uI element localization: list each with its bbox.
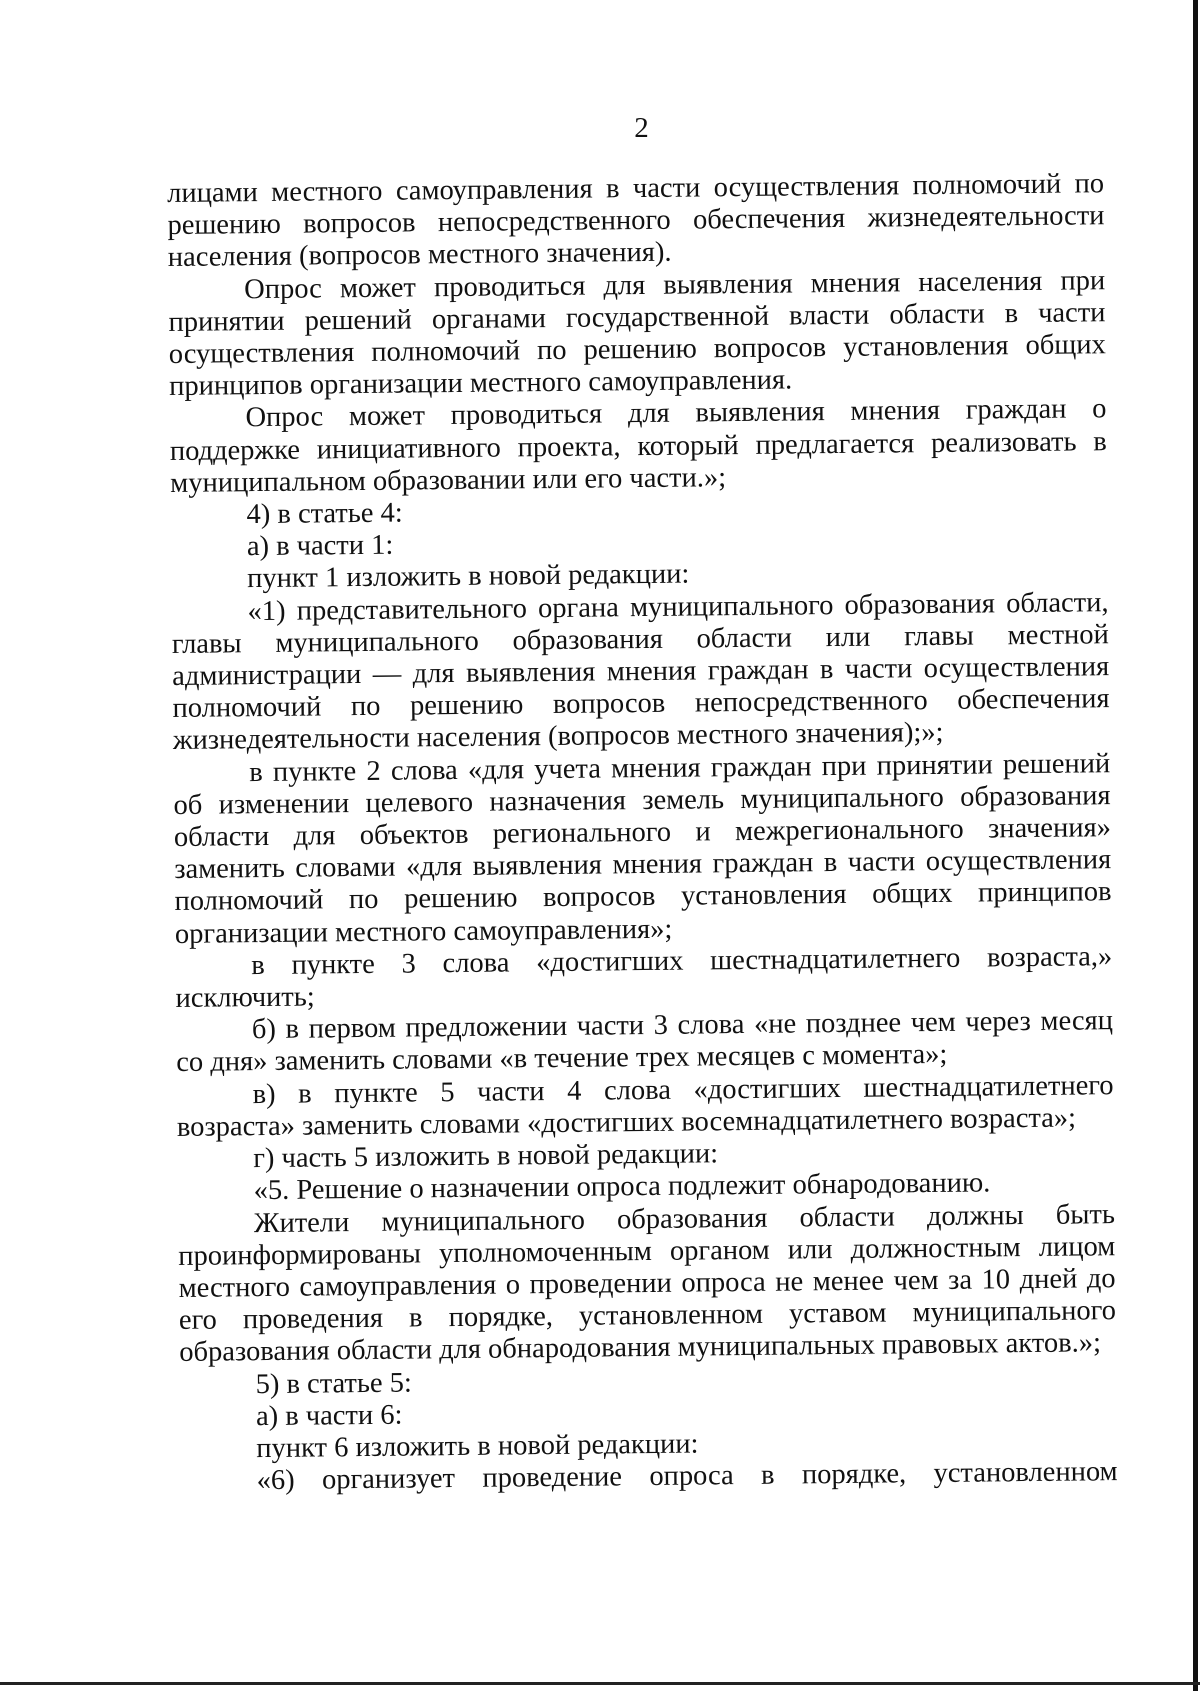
quoted-clause: «6) организует проведение опроса в порядке, установленном — [256, 1456, 1118, 1497]
paragraph: в) в пункте 5 части 4 слова «достигших шестнадцатилетнего возраста» заменить словами «достигших восемнадцатилетнего возраста»; — [176, 1069, 1114, 1143]
paragraph: Опрос может проводиться для выявления мнения населения при принятии решений органами государственной власти области в части осуществления полномочий по решению вопросов установления общих принципов организации местного самоуправления. — [168, 264, 1106, 403]
list-item-heading: а) в части 6: — [255, 1399, 403, 1432]
paragraph: лицами местного самоуправления в части осуществления полномочий по решению вопросов непосредственного обеспечения жизнедеятельности населения (вопросов местного значения). — [167, 168, 1105, 274]
paragraph: пункт 6 изложить в новой редакции: — [256, 1428, 699, 1465]
scan-edge-bottom — [0, 1682, 1200, 1685]
page-number: 2 — [634, 112, 649, 144]
paragraph: б) в первом предложении части 3 слова «не позднее чем через месяц со дня» заменить словами «в течение трех месяцев с момента»; — [176, 1005, 1114, 1079]
list-item-heading: 5) в статье 5: — [255, 1367, 413, 1400]
paragraph: Опрос может проводиться для выявления мнения граждан о поддержке инициативного проекта, который предлагается реализовать в муниципальном образовании или его части.»; — [169, 393, 1107, 499]
paragraph: в пункте 2 слова «для учета мнения граждан при принятии решений об изменении целевого назначения земель муниципального образования области для объектов регионального и межрегионального значения» заменить словами «для выявления мнения граждан в части осуществления полномочий по решению вопросов установления общих принципов организации местного самоуправления»; — [173, 747, 1112, 950]
list-item-heading: а) в части 1: — [246, 529, 394, 563]
paragraph: пункт 1 изложить в новой редакции: — [247, 558, 690, 595]
quoted-clause: «1) представительного органа муниципального образования области, главы муниципального образования области или главы местной администрации — для выявления мнения граждан в части осуществления полномочий по решению вопросов непосредственного обеспечения жизнедеятельности населения (вопросов местного значения);»; — [171, 586, 1110, 757]
scan-edge-right — [1193, 0, 1198, 1691]
quoted-clause: «5. Решение о назначении опроса подлежит обнародованию. — [253, 1167, 991, 1207]
paragraph: в пункте 3 слова «достигших шестнадцатилетнего возраста,» исключить; — [175, 941, 1113, 1015]
list-item-heading: г) часть 5 изложить в новой редакции: — [253, 1138, 719, 1175]
list-item-heading: 4) в статье 4: — [246, 497, 403, 531]
paragraph: Жители муниципального образования области должны быть проинформированы уполномоченным органом или должностным лицом местного самоуправления о проведении опроса не менее чем за 10 дней до его проведения в порядке, установленном уставом муниципального образования области для обнародования муниципальных правовых актов.»; — [178, 1198, 1117, 1369]
document-body — [167, 168, 1118, 1498]
